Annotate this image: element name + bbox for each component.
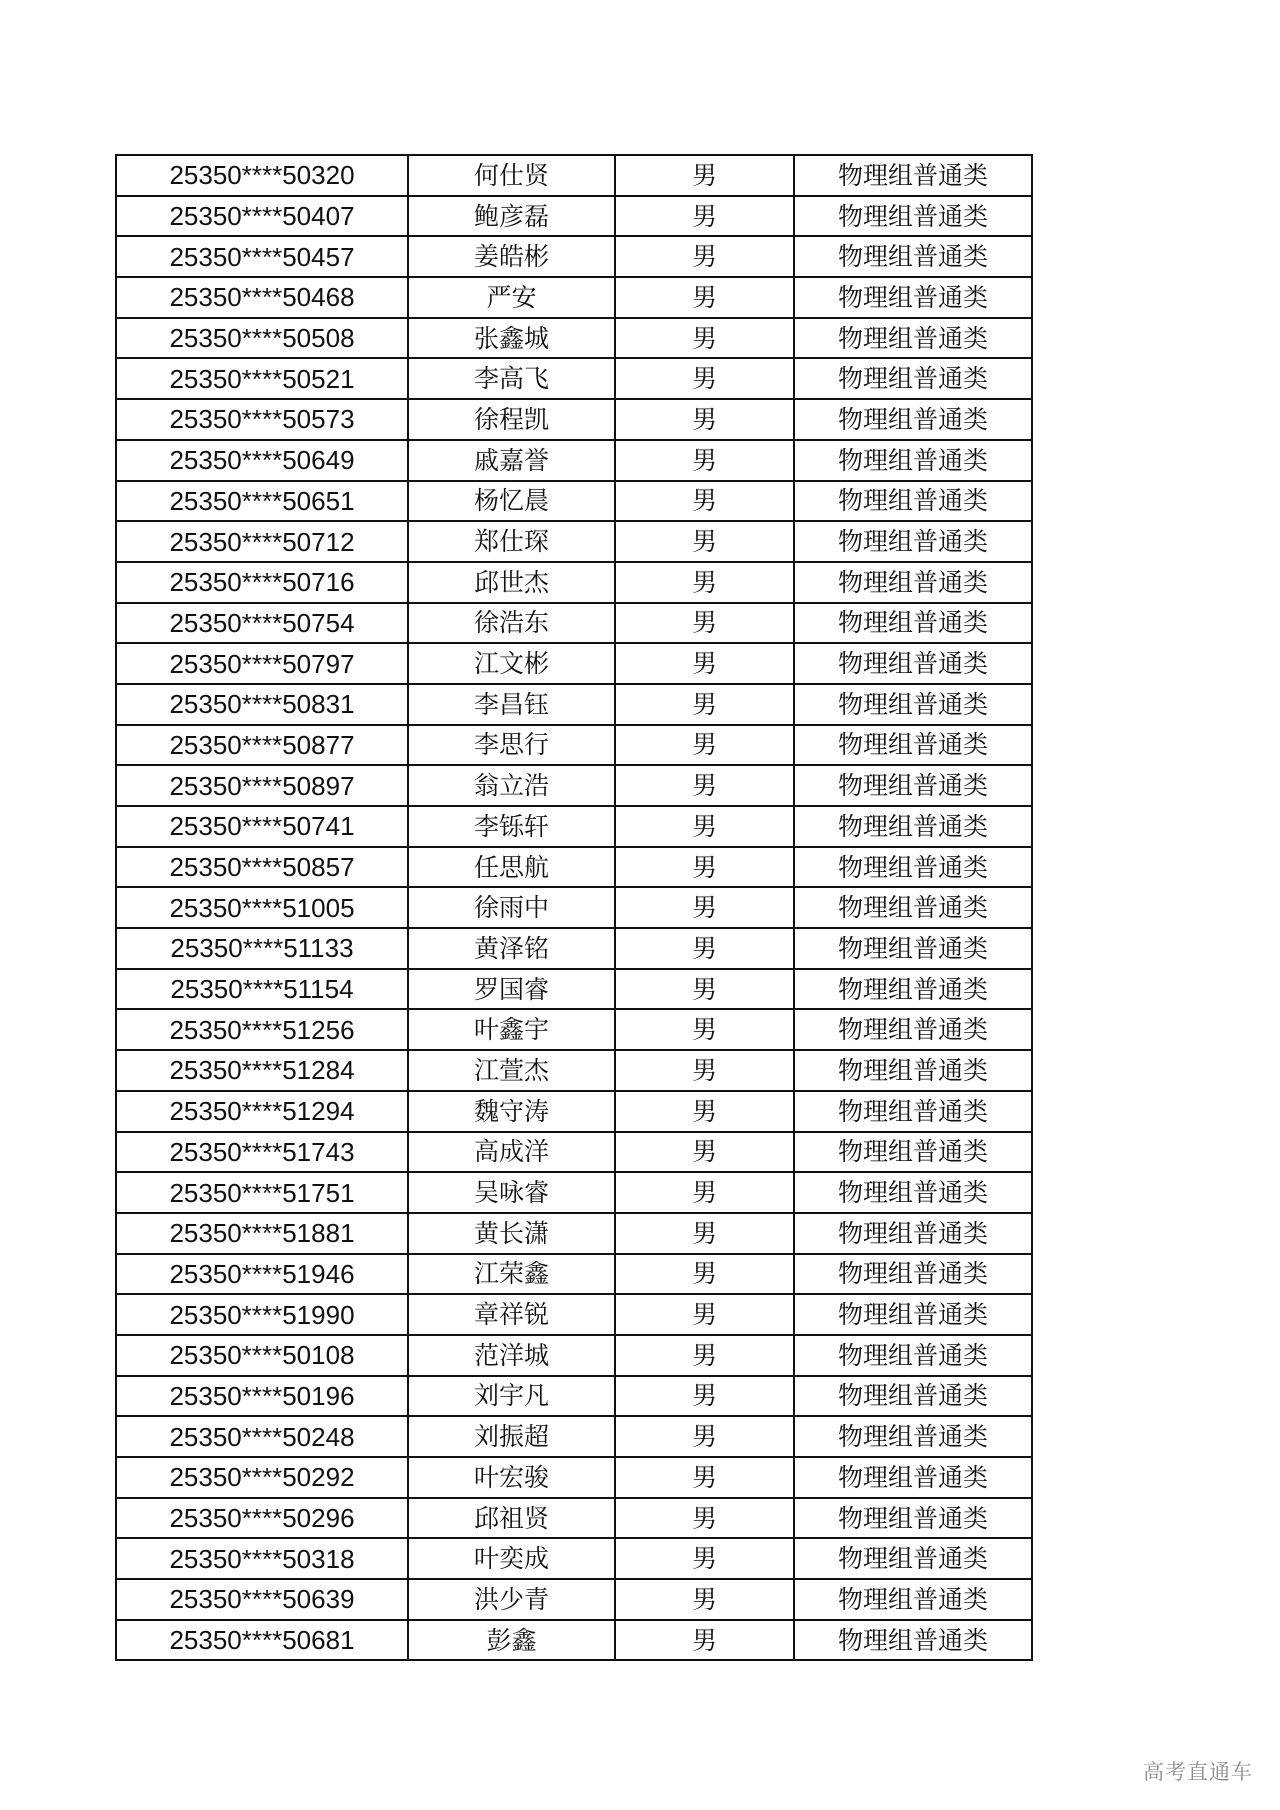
student-name-cell: 吴咏睿 <box>408 1172 615 1213</box>
candidate-id-cell: 25350****50292 <box>116 1457 408 1498</box>
table-row <box>116 399 1032 440</box>
table-row <box>116 603 1032 644</box>
gender-cell: 男 <box>615 1335 794 1376</box>
gender-cell: 男 <box>615 725 794 766</box>
student-name-cell: 叶宏骏 <box>408 1457 615 1498</box>
table-row <box>116 1132 1032 1173</box>
candidate-id-cell: 25350****51751 <box>116 1172 408 1213</box>
category-cell: 物理组普通类 <box>794 1538 1032 1579</box>
category-cell: 物理组普通类 <box>794 1172 1032 1213</box>
candidate-id-cell: 25350****50468 <box>116 277 408 318</box>
table-row <box>116 1376 1032 1417</box>
student-name-cell: 魏守涛 <box>408 1091 615 1132</box>
category-cell: 物理组普通类 <box>794 481 1032 522</box>
gender-cell: 男 <box>615 1457 794 1498</box>
candidate-id-cell: 25350****51881 <box>116 1213 408 1254</box>
student-name-cell: 叶奕成 <box>408 1538 615 1579</box>
gender-cell: 男 <box>615 196 794 237</box>
candidate-id-cell: 25350****50508 <box>116 318 408 359</box>
category-cell: 物理组普通类 <box>794 318 1032 359</box>
category-cell: 物理组普通类 <box>794 643 1032 684</box>
gender-cell: 男 <box>615 562 794 603</box>
table-row <box>116 358 1032 399</box>
candidate-id-cell: 25350****50651 <box>116 481 408 522</box>
candidate-id-cell: 25350****50797 <box>116 643 408 684</box>
gender-cell: 男 <box>615 1376 794 1417</box>
gender-cell: 男 <box>615 1416 794 1457</box>
table-row <box>116 1620 1032 1661</box>
table-row <box>116 1213 1032 1254</box>
category-cell: 物理组普通类 <box>794 684 1032 725</box>
table-row <box>116 725 1032 766</box>
candidate-id-cell: 25350****51133 <box>116 928 408 969</box>
category-cell: 物理组普通类 <box>794 969 1032 1010</box>
gender-cell: 男 <box>615 1498 794 1539</box>
student-name-cell: 范洋城 <box>408 1335 615 1376</box>
category-cell: 物理组普通类 <box>794 155 1032 196</box>
student-name-cell: 章祥锐 <box>408 1294 615 1335</box>
category-cell: 物理组普通类 <box>794 236 1032 277</box>
student-name-cell: 江萱杰 <box>408 1050 615 1091</box>
candidate-id-cell: 25350****50318 <box>116 1538 408 1579</box>
table-row <box>116 521 1032 562</box>
student-name-cell: 李铄轩 <box>408 806 615 847</box>
category-cell: 物理组普通类 <box>794 1050 1032 1091</box>
gender-cell: 男 <box>615 887 794 928</box>
category-cell: 物理组普通类 <box>794 1091 1032 1132</box>
gender-cell: 男 <box>615 1620 794 1661</box>
student-name-cell: 刘振超 <box>408 1416 615 1457</box>
student-name-cell: 徐浩东 <box>408 603 615 644</box>
candidate-id-cell: 25350****51005 <box>116 887 408 928</box>
student-name-cell: 邱世杰 <box>408 562 615 603</box>
gender-cell: 男 <box>615 1538 794 1579</box>
category-cell: 物理组普通类 <box>794 1132 1032 1173</box>
candidate-id-cell: 25350****50741 <box>116 806 408 847</box>
table-row <box>116 318 1032 359</box>
table-row <box>116 155 1032 196</box>
category-cell: 物理组普通类 <box>794 1376 1032 1417</box>
gender-cell: 男 <box>615 155 794 196</box>
gender-cell: 男 <box>615 236 794 277</box>
student-name-cell: 李昌钰 <box>408 684 615 725</box>
candidate-id-cell: 25350****50457 <box>116 236 408 277</box>
table-row <box>116 1050 1032 1091</box>
gender-cell: 男 <box>615 481 794 522</box>
table-row <box>116 1172 1032 1213</box>
category-cell: 物理组普通类 <box>794 603 1032 644</box>
table-row <box>116 562 1032 603</box>
gender-cell: 男 <box>615 847 794 888</box>
student-name-cell: 翁立浩 <box>408 765 615 806</box>
table-row <box>116 481 1032 522</box>
table-row <box>116 928 1032 969</box>
table-row <box>116 887 1032 928</box>
candidate-id-cell: 25350****50248 <box>116 1416 408 1457</box>
roster-body <box>116 155 1032 1660</box>
gender-cell: 男 <box>615 1294 794 1335</box>
student-name-cell: 叶鑫宇 <box>408 1009 615 1050</box>
student-name-cell: 李思行 <box>408 725 615 766</box>
table-row <box>116 196 1032 237</box>
student-name-cell: 鲍彦磊 <box>408 196 615 237</box>
table-row <box>116 765 1032 806</box>
category-cell: 物理组普通类 <box>794 196 1032 237</box>
candidate-id-cell: 25350****51284 <box>116 1050 408 1091</box>
student-name-cell: 罗国睿 <box>408 969 615 1010</box>
student-name-cell: 高成洋 <box>408 1132 615 1173</box>
candidate-id-cell: 25350****50296 <box>116 1498 408 1539</box>
table-row <box>116 643 1032 684</box>
table-row <box>116 440 1032 481</box>
category-cell: 物理组普通类 <box>794 1579 1032 1620</box>
gender-cell: 男 <box>615 358 794 399</box>
candidate-id-cell: 25350****50712 <box>116 521 408 562</box>
candidate-id-cell: 25350****51256 <box>116 1009 408 1050</box>
candidate-id-cell: 25350****51294 <box>116 1091 408 1132</box>
gender-cell: 男 <box>615 521 794 562</box>
student-name-cell: 邱祖贤 <box>408 1498 615 1539</box>
category-cell: 物理组普通类 <box>794 440 1032 481</box>
category-cell: 物理组普通类 <box>794 1498 1032 1539</box>
gender-cell: 男 <box>615 1213 794 1254</box>
gender-cell: 男 <box>615 277 794 318</box>
table-row <box>116 1009 1032 1050</box>
gender-cell: 男 <box>615 1009 794 1050</box>
category-cell: 物理组普通类 <box>794 1416 1032 1457</box>
category-cell: 物理组普通类 <box>794 399 1032 440</box>
category-cell: 物理组普通类 <box>794 806 1032 847</box>
category-cell: 物理组普通类 <box>794 521 1032 562</box>
table-row <box>116 1416 1032 1457</box>
gender-cell: 男 <box>615 440 794 481</box>
student-name-cell: 洪少青 <box>408 1579 615 1620</box>
gender-cell: 男 <box>615 643 794 684</box>
gender-cell: 男 <box>615 969 794 1010</box>
category-cell: 物理组普通类 <box>794 1009 1032 1050</box>
category-cell: 物理组普通类 <box>794 928 1032 969</box>
student-name-cell: 黄长潇 <box>408 1213 615 1254</box>
student-name-cell: 江文彬 <box>408 643 615 684</box>
table-row <box>116 684 1032 725</box>
student-name-cell: 郑仕琛 <box>408 521 615 562</box>
gender-cell: 男 <box>615 603 794 644</box>
gender-cell: 男 <box>615 1172 794 1213</box>
candidate-id-cell: 25350****50897 <box>116 765 408 806</box>
gender-cell: 男 <box>615 765 794 806</box>
candidate-id-cell: 25350****50108 <box>116 1335 408 1376</box>
candidate-id-cell: 25350****50649 <box>116 440 408 481</box>
student-name-cell: 黄泽铭 <box>408 928 615 969</box>
category-cell: 物理组普通类 <box>794 1294 1032 1335</box>
gender-cell: 男 <box>615 1132 794 1173</box>
gender-cell: 男 <box>615 928 794 969</box>
gender-cell: 男 <box>615 806 794 847</box>
student-name-cell: 张鑫城 <box>408 318 615 359</box>
candidate-id-cell: 25350****50857 <box>116 847 408 888</box>
student-name-cell: 江荣鑫 <box>408 1254 615 1295</box>
category-cell: 物理组普通类 <box>794 1254 1032 1295</box>
table-row <box>116 1254 1032 1295</box>
candidate-id-cell: 25350****50407 <box>116 196 408 237</box>
gender-cell: 男 <box>615 1091 794 1132</box>
category-cell: 物理组普通类 <box>794 562 1032 603</box>
student-name-cell: 徐雨中 <box>408 887 615 928</box>
student-name-cell: 彭鑫 <box>408 1620 615 1661</box>
category-cell: 物理组普通类 <box>794 847 1032 888</box>
student-name-cell: 戚嘉誉 <box>408 440 615 481</box>
candidate-id-cell: 25350****50754 <box>116 603 408 644</box>
candidate-id-cell: 25350****51743 <box>116 1132 408 1173</box>
table-row <box>116 1457 1032 1498</box>
category-cell: 物理组普通类 <box>794 725 1032 766</box>
candidate-id-cell: 25350****50716 <box>116 562 408 603</box>
student-roster-table <box>115 154 1033 1661</box>
student-name-cell: 徐程凯 <box>408 399 615 440</box>
table-row <box>116 277 1032 318</box>
table-row <box>116 1579 1032 1620</box>
category-cell: 物理组普通类 <box>794 277 1032 318</box>
student-name-cell: 何仕贤 <box>408 155 615 196</box>
candidate-id-cell: 25350****50196 <box>116 1376 408 1417</box>
category-cell: 物理组普通类 <box>794 358 1032 399</box>
category-cell: 物理组普通类 <box>794 1620 1032 1661</box>
table-row <box>116 847 1032 888</box>
table-row <box>116 1538 1032 1579</box>
table-row <box>116 806 1032 847</box>
gender-cell: 男 <box>615 684 794 725</box>
student-name-cell: 严安 <box>408 277 615 318</box>
table-row <box>116 236 1032 277</box>
candidate-id-cell: 25350****50639 <box>116 1579 408 1620</box>
gender-cell: 男 <box>615 1579 794 1620</box>
candidate-id-cell: 25350****50521 <box>116 358 408 399</box>
candidate-id-cell: 25350****51990 <box>116 1294 408 1335</box>
table-row <box>116 1294 1032 1335</box>
candidate-id-cell: 25350****50681 <box>116 1620 408 1661</box>
candidate-id-cell: 25350****51946 <box>116 1254 408 1295</box>
table-row <box>116 1335 1032 1376</box>
candidate-id-cell: 25350****50831 <box>116 684 408 725</box>
gender-cell: 男 <box>615 318 794 359</box>
category-cell: 物理组普通类 <box>794 887 1032 928</box>
category-cell: 物理组普通类 <box>794 1335 1032 1376</box>
candidate-id-cell: 25350****50573 <box>116 399 408 440</box>
gender-cell: 男 <box>615 1050 794 1091</box>
watermark-text: 高考直通车 <box>1143 1760 1253 1784</box>
gender-cell: 男 <box>615 1254 794 1295</box>
student-name-cell: 刘宇凡 <box>408 1376 615 1417</box>
table-row <box>116 1091 1032 1132</box>
candidate-id-cell: 25350****51154 <box>116 969 408 1010</box>
category-cell: 物理组普通类 <box>794 1457 1032 1498</box>
table-row <box>116 1498 1032 1539</box>
student-name-cell: 任思航 <box>408 847 615 888</box>
gender-cell: 男 <box>615 399 794 440</box>
category-cell: 物理组普通类 <box>794 1213 1032 1254</box>
category-cell: 物理组普通类 <box>794 765 1032 806</box>
student-name-cell: 姜皓彬 <box>408 236 615 277</box>
table-row <box>116 969 1032 1010</box>
student-name-cell: 杨忆晨 <box>408 481 615 522</box>
student-name-cell: 李高飞 <box>408 358 615 399</box>
candidate-id-cell: 25350****50877 <box>116 725 408 766</box>
candidate-id-cell: 25350****50320 <box>116 155 408 196</box>
